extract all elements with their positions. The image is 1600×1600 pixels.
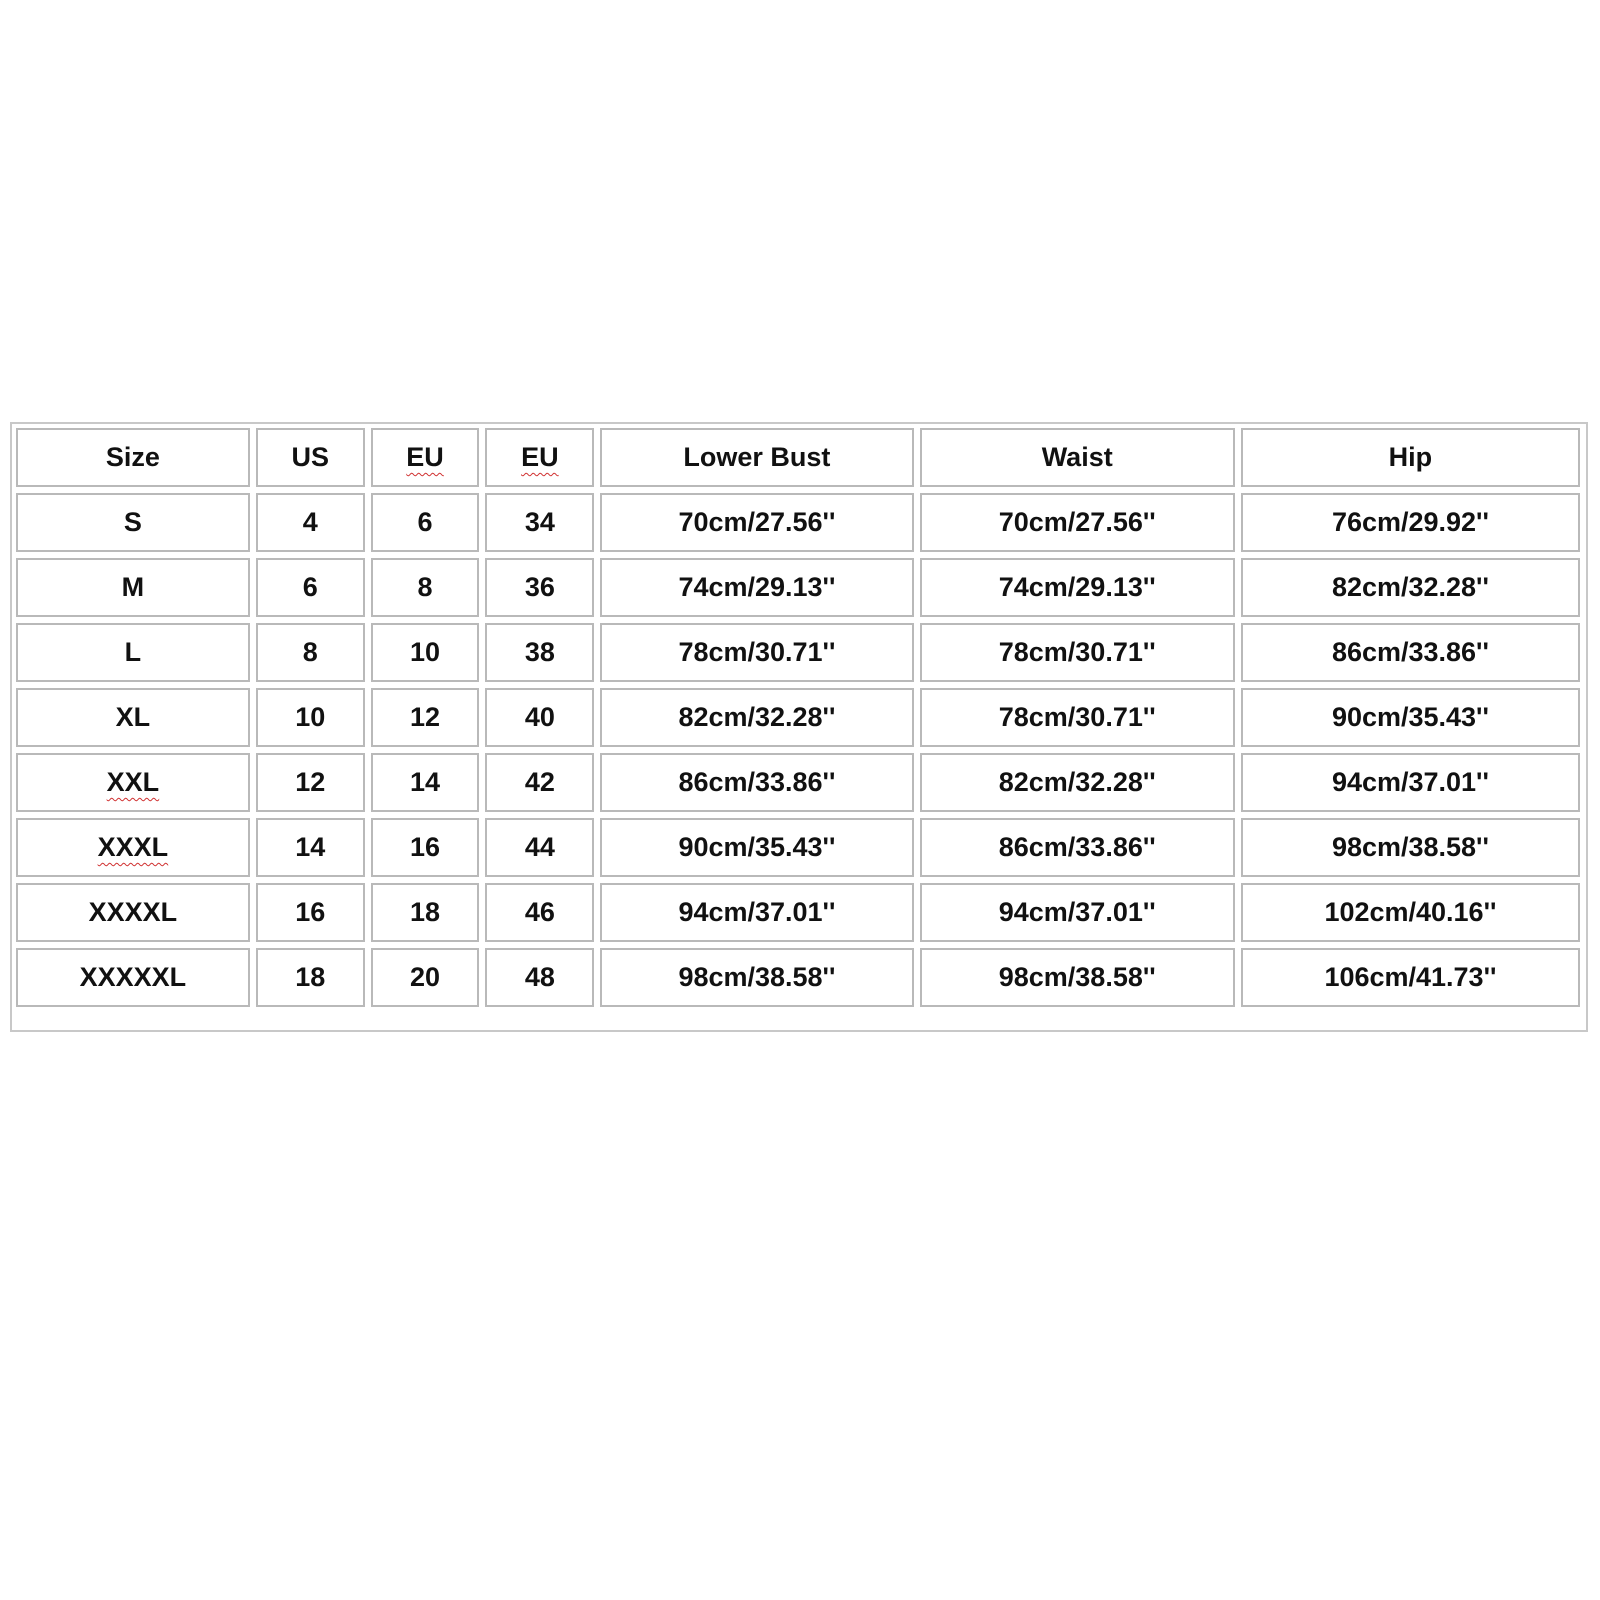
cell-eu-2: 40 <box>485 688 594 747</box>
cell-eu-2: 48 <box>485 948 594 1007</box>
cell-lower-bust: 74cm/29.13'' <box>600 558 913 617</box>
header-eu-label: EU <box>406 442 444 472</box>
cell-hip: 106cm/41.73'' <box>1241 948 1580 1007</box>
cell-lower-bust: 78cm/30.71'' <box>600 623 913 682</box>
cell-eu: 10 <box>371 623 480 682</box>
cell-eu: 18 <box>371 883 480 942</box>
cell-lower-bust: 82cm/32.28'' <box>600 688 913 747</box>
cell-us: 16 <box>256 883 365 942</box>
cell-waist: 98cm/38.58'' <box>920 948 1235 1007</box>
cell-us: 18 <box>256 948 365 1007</box>
table-body <box>16 493 1580 1007</box>
cell-us: 14 <box>256 818 365 877</box>
cell-waist: 74cm/29.13'' <box>920 558 1235 617</box>
size-chart-frame <box>10 422 1588 1032</box>
cell-size: XXXXXL <box>16 948 250 1007</box>
cell-us: 4 <box>256 493 365 552</box>
header-lower-bust: Lower Bust <box>600 428 913 487</box>
table-row <box>16 948 1580 1007</box>
cell-us: 12 <box>256 753 365 812</box>
cell-eu-2: 38 <box>485 623 594 682</box>
cell-hip: 102cm/40.16'' <box>1241 883 1580 942</box>
cell-waist: 70cm/27.56'' <box>920 493 1235 552</box>
cell-waist: 94cm/37.01'' <box>920 883 1235 942</box>
cell-eu: 20 <box>371 948 480 1007</box>
header-row <box>16 428 1580 487</box>
cell-us: 10 <box>256 688 365 747</box>
cell-waist: 78cm/30.71'' <box>920 688 1235 747</box>
cell-eu: 16 <box>371 818 480 877</box>
cell-eu: 8 <box>371 558 480 617</box>
cell-hip: 82cm/32.28'' <box>1241 558 1580 617</box>
cell-eu-2: 42 <box>485 753 594 812</box>
cell-size-label: XXXL <box>97 832 169 862</box>
cell-hip: 86cm/33.86'' <box>1241 623 1580 682</box>
cell-eu: 12 <box>371 688 480 747</box>
cell-hip: 76cm/29.92'' <box>1241 493 1580 552</box>
cell-eu: 6 <box>371 493 480 552</box>
size-chart-table <box>10 422 1586 1013</box>
header-eu-2-label: EU <box>521 442 559 472</box>
cell-waist: 86cm/33.86'' <box>920 818 1235 877</box>
cell-lower-bust: 90cm/35.43'' <box>600 818 913 877</box>
header-eu-2 <box>485 428 594 487</box>
cell-eu-2: 34 <box>485 493 594 552</box>
cell-hip: 94cm/37.01'' <box>1241 753 1580 812</box>
header-eu <box>371 428 480 487</box>
cell-eu-2: 44 <box>485 818 594 877</box>
cell-eu: 14 <box>371 753 480 812</box>
cell-lower-bust: 94cm/37.01'' <box>600 883 913 942</box>
cell-lower-bust: 86cm/33.86'' <box>600 753 913 812</box>
header-size: Size <box>16 428 250 487</box>
cell-waist: 82cm/32.28'' <box>920 753 1235 812</box>
table-row <box>16 818 1580 877</box>
cell-size: XL <box>16 688 250 747</box>
cell-size <box>16 753 250 812</box>
cell-us: 8 <box>256 623 365 682</box>
table-row <box>16 493 1580 552</box>
table-row <box>16 753 1580 812</box>
cell-hip: 98cm/38.58'' <box>1241 818 1580 877</box>
table-row <box>16 558 1580 617</box>
table-row <box>16 623 1580 682</box>
header-waist: Waist <box>920 428 1235 487</box>
cell-size: L <box>16 623 250 682</box>
header-us: US <box>256 428 365 487</box>
cell-size <box>16 818 250 877</box>
cell-lower-bust: 98cm/38.58'' <box>600 948 913 1007</box>
cell-size: M <box>16 558 250 617</box>
cell-eu-2: 46 <box>485 883 594 942</box>
cell-lower-bust: 70cm/27.56'' <box>600 493 913 552</box>
cell-waist: 78cm/30.71'' <box>920 623 1235 682</box>
cell-hip: 90cm/35.43'' <box>1241 688 1580 747</box>
cell-size: XXXXL <box>16 883 250 942</box>
cell-eu-2: 36 <box>485 558 594 617</box>
cell-size: S <box>16 493 250 552</box>
cell-size-label: XXL <box>106 767 160 797</box>
table-row <box>16 688 1580 747</box>
header-hip: Hip <box>1241 428 1580 487</box>
table-row <box>16 883 1580 942</box>
cell-us: 6 <box>256 558 365 617</box>
